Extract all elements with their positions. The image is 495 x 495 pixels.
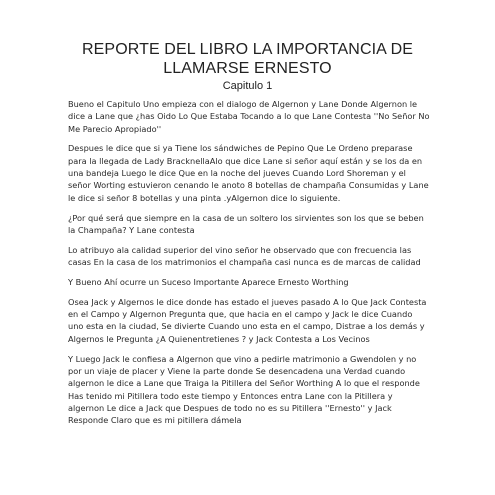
- paragraph: Bueno el Capitulo Uno empieza con el dialogo de Algernon y Lane Donde Algernon le dice a Lane que ¿has Oido Lo Que Estaba Tocando a lo que Lane Contesta ''No Señor No Me Parecio Apropiado'': [68, 99, 430, 134]
- paragraph: Y Luego Jack le confiesa a Algernon que vino a pedirle matrimonio a Gwendolen y no por un viaje de placer y Viene la parte donde Se desencadena una Verdad cuando algernon le dice a Lane que Traiga la Pitillera del Señor Worthing A lo que el responde Has tenido mi Pitillera todo este tiempo y Entonces entra Lane con la Pitillera y algernon Le dice a Jack que Despues de todo no es su Pitillera ''Ernesto'' y Jack Responde Claro que es mi pitillera dámela: [68, 353, 420, 426]
- chapter-heading: Capitulo 1: [222, 80, 273, 92]
- paragraph: Lo atribuyo ala calidad superior del vino señor he observado que con frecuencia las casas En la casa de los matrimonios el champaña casi nunca es de marcas de calidad: [68, 244, 421, 268]
- paragraph: ¿Por qué será que siempre en la casa de un soltero los sirvientes son los que se beben la Champaña? Y Lane contesta: [68, 212, 424, 235]
- paragraph: Y Bueno Ahí ocurre un Suceso Importante Aparece Ernesto Worthing: [68, 276, 349, 287]
- document-body: [68, 98, 430, 434]
- paragraph: Osea Jack y Algernos le dice donde has estado el jueves pasado A lo Que Jack Contesta en el Campo y Algernon Pregunta que, que hacia en el campo y Jack le dice Cuando uno esta en la ciudad, Se divierte Cuando uno esta en el campo, Distrae a los demás y Algernos le Pregunta ¿A Quienentretienes ? y Jack Contesta a Los Vecinos: [68, 296, 427, 344]
- document-title: REPORTE DEL LIBRO LA IMPORTANCIA DE LLAMARSE ERNESTO: [82, 41, 413, 77]
- paragraph: Despues le dice que si ya Tiene los sándwiches de Pepino Que Le Ordeno preparase para la llegada de Lady BracknellaAlo que dice Lane si señor aquí están y se los da en una bandeja Luego le dice Que en la noche del jueves Cuando Lord Shoreman y el señor Worting estuvieron cenando le anoto 8 botellas de champaña Consumidas y Lane le dice si señor 8 botellas y una pinta .yAlgernon dice lo siguiente.: [68, 143, 429, 203]
